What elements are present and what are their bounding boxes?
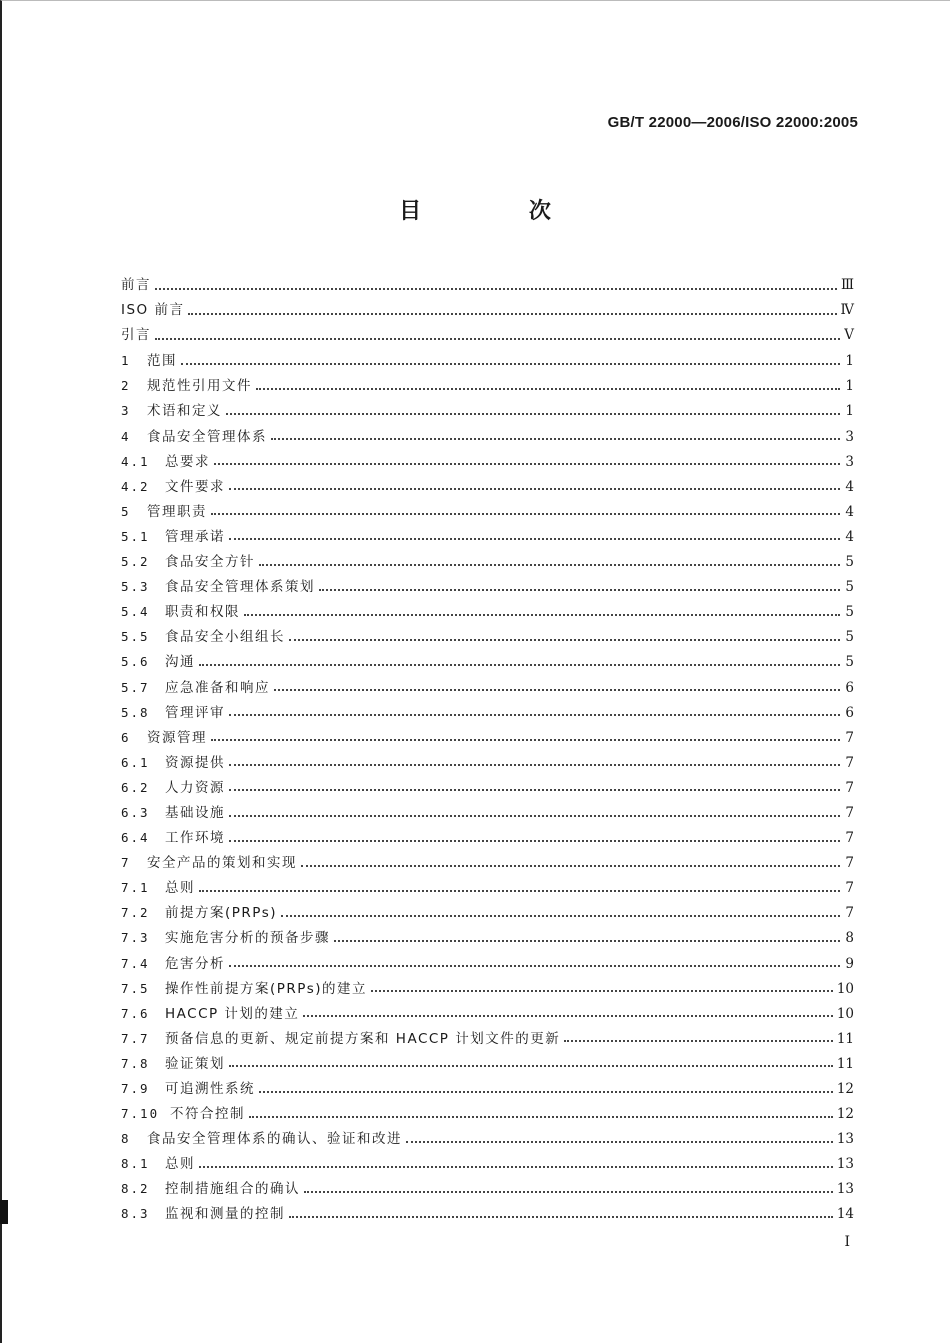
toc-entry-page: 13 [836,1131,854,1148]
dot-leader [214,463,840,465]
toc-entry-number: 5 [121,503,131,519]
dot-leader [229,714,840,716]
toc-entry[interactable] [121,800,854,825]
dot-leader [289,639,840,641]
toc-entry-page: 7 [845,880,854,897]
toc-entry-label: 不符合控制 [170,1106,245,1123]
toc-entry[interactable] [121,925,854,950]
toc-entry[interactable] [121,825,854,850]
dot-leader [229,965,840,967]
toc-entry-number: 5.2 [121,554,150,570]
toc-entry-page: 1 [845,353,854,370]
toc-entry-label: 可追溯性系统 [165,1081,255,1097]
toc-entry[interactable] [121,499,854,524]
toc-entry[interactable] [121,750,854,775]
dot-leader [211,739,840,741]
toc-entry[interactable] [121,273,854,298]
toc-entry-page: 5 [845,604,854,621]
toc-entry-label: ISO 前言 [121,302,185,319]
toc-entry-label: 食品安全小组组长 [165,629,285,646]
toc-entry-number: 7.2 [121,905,150,921]
toc-entry-number: 7.8 [121,1055,150,1071]
toc-entry-number: 4.2 [121,478,150,494]
toc-entry-page: 7 [845,905,854,922]
toc-entry[interactable] [121,875,854,900]
toc-entry-label: 前言 [121,277,151,293]
toc-entry[interactable] [121,1101,854,1126]
toc-entry-page: 4 [845,503,854,520]
toc-entry-label: 文件要求 [165,478,225,495]
toc-entry-number: 7.1 [121,880,150,896]
toc-entry-label: 操作性前提方案(PRPs)的建立 [165,980,367,997]
toc-entry-number: 5.1 [121,528,150,544]
page-title: 目 次 [399,199,601,224]
toc-entry-label: 规范性引用文件 [147,378,252,395]
toc-entry[interactable] [121,649,854,674]
dot-leader [229,488,840,490]
toc-entry[interactable] [121,1201,854,1226]
dot-leader [229,538,840,540]
table-of-contents [121,273,854,1227]
toc-entry[interactable] [121,449,854,474]
toc-entry-label: 总要求 [165,453,210,470]
toc-entry-number: 7.4 [121,955,150,971]
toc-entry-number: 8.2 [121,1181,150,1197]
dot-leader [226,413,840,415]
toc-entry-label: 实施危害分析的预备步骤 [165,930,330,947]
toc-entry-number: 7 [121,855,131,871]
toc-entry[interactable] [121,599,854,624]
toc-entry-label: 食品安全方针 [165,554,255,571]
dot-leader [249,1116,833,1118]
toc-entry-number: 5.6 [121,654,150,670]
toc-entry-label: 预备信息的更新、规定前提方案和 HACCP 计划文件的更新 [165,1030,561,1047]
toc-entry[interactable] [121,1076,854,1101]
dot-leader [199,890,840,892]
toc-entry-page: 13 [836,1181,854,1198]
toc-entry-number: 8 [121,1131,131,1147]
toc-entry-number: 3 [121,403,131,419]
dot-leader [188,313,836,315]
toc-entry-page: Ⅳ [840,302,854,319]
toc-entry-number: 4.1 [121,453,150,469]
dot-leader [271,438,840,440]
dot-leader [319,589,840,591]
dot-leader [371,990,833,992]
dot-leader [334,940,840,942]
toc-entry-label: 引言 [121,327,151,344]
toc-entry-number: 5.3 [121,579,150,595]
toc-entry-number: 5.5 [121,629,150,645]
dot-leader [281,915,840,917]
dot-leader [244,614,840,616]
toc-entry-page: 1 [845,378,854,395]
toc-entry-page: 14 [836,1206,854,1223]
toc-entry[interactable] [121,474,854,499]
toc-entry-page: 13 [836,1156,854,1173]
toc-entry[interactable] [121,675,854,700]
toc-entry-page: 7 [845,855,854,872]
toc-entry-label: 基础设施 [165,804,225,821]
toc-entry-page: 12 [836,1106,854,1123]
toc-entry[interactable] [121,323,854,348]
toc-entry-label: 工作环境 [165,830,225,847]
dot-leader [256,388,840,390]
toc-entry-label: 食品安全管理体系 [147,428,267,445]
dot-leader [199,664,840,666]
toc-entry-label: 应急准备和响应 [165,679,270,696]
toc-entry-page: 7 [845,754,854,771]
toc-entry[interactable] [121,574,854,599]
toc-entry-number: 5.4 [121,604,150,620]
toc-entry-label: 职责和权限 [165,604,240,621]
toc-entry-number: 7.9 [121,1081,150,1096]
toc-entry[interactable] [121,524,854,549]
toc-entry-page: 7 [845,804,854,821]
toc-entry-number: 5.8 [121,704,150,720]
toc-entry[interactable] [121,1126,854,1151]
toc-entry-number: 5.7 [121,679,150,695]
dot-leader [259,564,840,566]
toc-entry-label: 资源管理 [147,729,207,746]
dot-leader [229,789,840,791]
toc-entry-number: 7.10 [121,1106,160,1122]
toc-entry-label: 验证策划 [165,1055,225,1072]
toc-entry-label: 管理职责 [147,503,207,520]
dot-leader [229,1065,833,1067]
toc-entry-label: 沟通 [165,654,195,671]
toc-entry-label: 危害分析 [165,955,225,972]
toc-entry-label: 范围 [147,353,177,370]
toc-entry-page: Ⅲ [840,277,854,293]
margin-mark [0,1200,8,1224]
toc-entry-number: 6.1 [121,754,150,770]
toc-entry-page: 12 [836,1081,854,1097]
toc-entry-label: 资源提供 [165,754,225,771]
toc-entry[interactable] [121,1176,854,1201]
toc-entry[interactable] [121,725,854,750]
toc-entry[interactable] [121,951,854,976]
toc-entry-page: 7 [845,729,854,746]
toc-entry-number: 6 [121,729,131,745]
toc-entry-page: 5 [845,654,854,671]
toc-entry-page: 10 [836,1005,854,1022]
toc-entry-label: 控制措施组合的确认 [165,1181,300,1198]
toc-entry[interactable] [121,424,854,449]
toc-entry-label: 管理评审 [165,704,225,721]
toc-entry-label: 总则 [165,1156,195,1173]
toc-entry[interactable] [121,624,854,649]
toc-entry-page: 5 [845,629,854,646]
dot-leader [211,513,840,515]
toc-entry-label: 安全产品的策划和实现 [147,855,297,872]
toc-entry-number: 1 [121,353,131,369]
toc-entry-page: 4 [845,528,854,545]
toc-entry-number: 8.3 [121,1206,150,1222]
toc-entry[interactable] [121,549,854,574]
toc-entry[interactable] [121,775,854,800]
toc-entry[interactable] [121,850,854,875]
toc-entry-page: 3 [845,453,854,470]
dot-leader [289,1216,833,1218]
toc-entry-page: 7 [845,830,854,847]
toc-entry-label: 人力资源 [165,779,225,796]
toc-entry[interactable] [121,1151,854,1176]
toc-entry-page: 5 [845,554,854,571]
dot-leader [406,1141,833,1143]
toc-entry-number: 7.6 [121,1005,150,1021]
toc-entry-label: 前提方案(PRPs) [165,905,277,922]
toc-entry[interactable] [121,900,854,925]
standard-code: GB/T 22000—2006/ISO 22000:2005 [607,114,858,131]
toc-entry[interactable] [121,976,854,1001]
toc-entry[interactable] [121,298,854,323]
footer-page-number: I [844,1234,850,1250]
dot-leader [229,840,840,842]
toc-entry-label: 食品安全管理体系策划 [165,579,315,596]
dot-leader [229,815,840,817]
toc-entry-number: 7.7 [121,1030,150,1046]
dot-leader [303,1015,832,1017]
toc-entry-number: 6.2 [121,779,150,795]
toc-entry-number: 6.3 [121,804,150,820]
toc-entry-number: 4 [121,428,131,444]
dot-leader [199,1166,833,1168]
toc-entry-page: Ⅴ [844,327,854,344]
dot-leader [301,865,840,867]
toc-entry-page: 5 [845,579,854,596]
toc-entry-label: 术语和定义 [147,403,222,420]
toc-entry[interactable] [121,373,854,398]
toc-entry-page: 9 [845,955,854,972]
toc-entry-page: 7 [845,779,854,796]
toc-entry-label: 总则 [165,880,195,897]
toc-entry-number: 6.4 [121,830,150,846]
toc-entry[interactable] [121,1051,854,1076]
toc-entry-number: 7.5 [121,980,150,996]
toc-entry[interactable] [121,398,854,423]
toc-entry-label: 管理承诺 [165,528,225,545]
dot-leader [304,1191,833,1193]
toc-entry[interactable] [121,1001,854,1026]
toc-entry-number: 2 [121,378,131,394]
dot-leader [155,338,840,340]
toc-entry[interactable] [121,348,854,373]
dot-leader [274,689,840,691]
toc-entry-page: 10 [836,980,854,997]
toc-entry-page: 3 [845,428,854,445]
toc-entry-page: 11 [836,1055,854,1072]
dot-leader [181,363,840,365]
toc-entry-page: 4 [845,478,854,495]
toc-entry-label: 食品安全管理体系的确认、验证和改进 [147,1131,402,1148]
toc-entry-page: 6 [845,679,854,696]
dot-leader [229,764,840,766]
toc-entry-label: 监视和测量的控制 [165,1206,285,1223]
toc-entry[interactable] [121,700,854,725]
toc-entry-number: 8.1 [121,1156,150,1172]
dot-leader [155,288,837,290]
toc-entry-page: 6 [845,704,854,721]
toc-entry-number: 7.3 [121,930,150,946]
dot-leader [564,1040,833,1042]
toc-entry-page: 11 [836,1030,854,1047]
toc-entry-label: HACCP 计划的建立 [165,1005,300,1022]
toc-entry-page: 1 [845,403,854,420]
dot-leader [259,1091,833,1093]
toc-entry[interactable] [121,1026,854,1051]
toc-entry-page: 8 [845,930,854,947]
